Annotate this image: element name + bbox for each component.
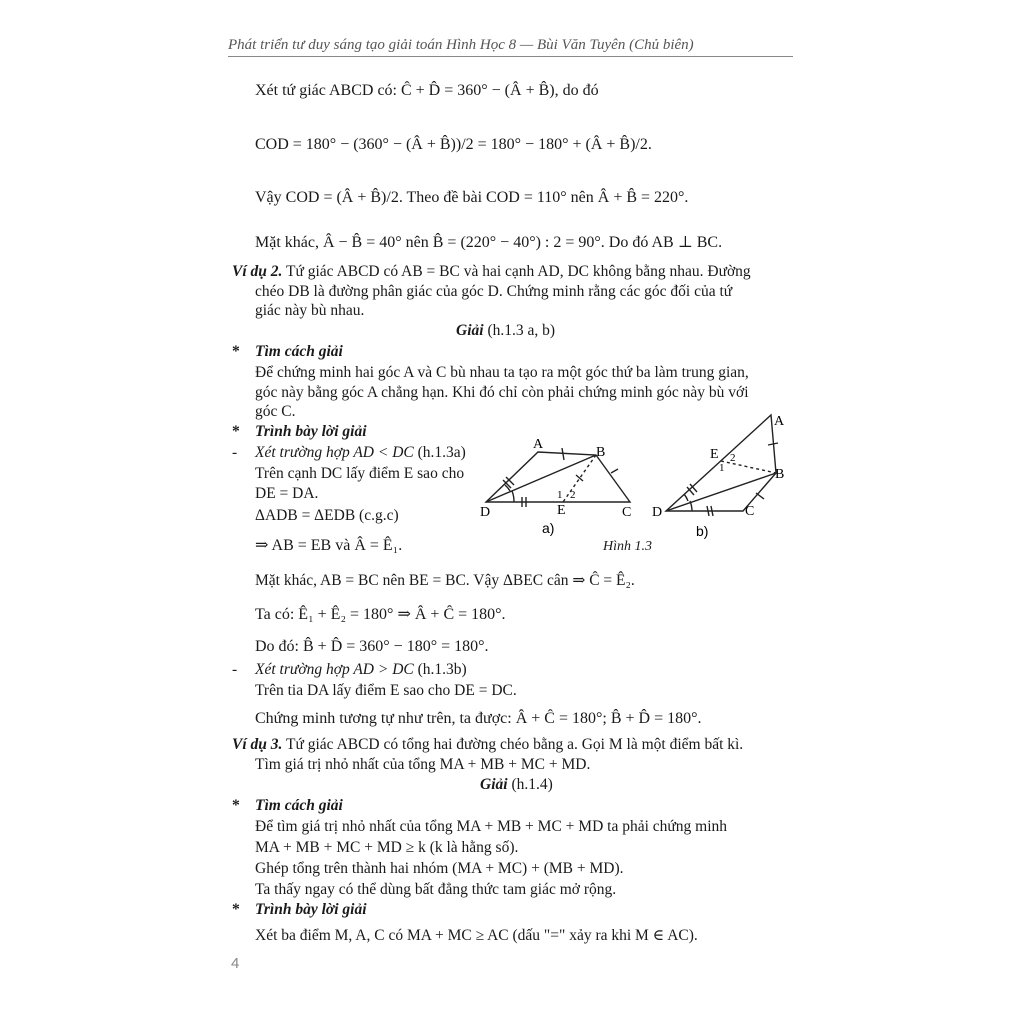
case-2-line-2: Chứng minh tương tự như trên, ta được: Â + Ĉ = 180°; B̂ + D̂ = 180°. [255,710,702,727]
line-02: COD = 180° − (360° − (Â + B̂))/2 = 180° − 180° + (Â + B̂)/2. [255,136,652,153]
header-rule [228,56,793,57]
dash-2: - [232,661,238,678]
approach-line-3: góc C. [255,403,296,420]
approach-line-1: Để chứng minh hai góc A và C bù nhau ta tạo ra một góc thứ ba làm trung gian, [255,364,749,381]
bullet-star-3: * [232,797,240,814]
case-1-line-1: Trên cạnh DC lấy điểm E sao cho [255,465,465,482]
section-approach-2: Tìm cách giải [255,797,343,814]
fig-a-label-C: C [622,505,632,520]
example-3-line-2: Tìm giá trị nhỏ nhất của tổng MA + MB + MC + MD. [255,756,591,773]
solution-heading-1: Giải (h.1.3 a, b) [456,322,556,339]
example-3-label: Ví dụ 3. [232,736,283,753]
case-1-line-7: Do đó: B̂ + D̂ = 360° − 180° = 180°. [255,638,489,655]
fig-b-label-A: A [774,414,785,429]
section-solution-1: Trình bày lời giải [255,423,367,440]
fig-a-label-B: B [596,445,606,460]
approach-2-line-3: Ghép tổng trên thành hai nhóm (MA + MC) + (MB + MD). [255,860,624,877]
fig-b-label-C: C [745,504,755,519]
bullet-star-1: * [232,343,240,360]
bullet-star-4: * [232,901,240,918]
solution-2-line-1: Xét ba điểm M, A, C có MA + MC ≥ AC (dấu "=" xảy ra khi M ∈ AC). [255,927,698,944]
running-header: Phát triển tư duy sáng tạo giải toán Hình Học 8 — Bùi Văn Tuyên (Chủ biên) [228,37,694,53]
line-01: Xét tứ giác ABCD có: Ĉ + D̂ = 360° − (Â + B̂), do đó [255,82,599,99]
case-1-line-3: ΔADB = ΔEDB (c.g.c) [255,507,399,524]
line-03: Vậy COD = (Â + B̂)/2. Theo đề bài COD = 110° nên Â + B̂ = 220°. [255,189,689,206]
case-1-line-4: ⇒ AB = EB và Â = Ê₁. [255,537,403,554]
fig-a-label-D: D [480,505,491,520]
approach-2-line-2: MA + MB + MC + MD ≥ k (k là hằng số). [255,839,519,856]
fig-a-label-E: E [557,503,566,518]
section-solution-2: Trình bày lời giải [255,901,367,918]
case-2-line-1: Trên tia DA lấy điểm E sao cho DE = DC. [255,682,517,699]
example-3-line-1: Ví dụ 3. Tứ giác ABCD có tổng hai đường chéo bằng a. Gọi M là một điểm bất kì. [232,736,744,753]
fig-a-angle-2: 2 [570,489,576,501]
approach-2-line-1: Để tìm giá trị nhỏ nhất của tổng MA + MB + MC + MD ta phải chứng minh [255,818,728,835]
case-1-line-6: Ta có: Ê₁ + Ê₂ = 180° ⇒ Â + Ĉ = 180°. [255,606,506,623]
case-1-heading: Xét trường hợp AD < DC (h.1.3a) [255,444,466,461]
case-1-line-5: Mặt khác, AB = BC nên BE = BC. Vậy ΔBEC cân ⇒ Ĉ = Ê₂. [255,572,635,589]
fig-b-sublabel: b) [696,523,709,539]
approach-line-2: góc này bằng góc A chẳng hạn. Khi đó chỉ còn phải chứng minh góc này bù với [255,384,749,401]
fig-b-label-B: B [775,467,785,482]
fig-b-label-E: E [710,447,719,462]
dash-1: - [232,444,238,461]
section-approach-1: Tìm cách giải [255,343,343,360]
fig-b-label-D: D [652,505,663,520]
bullet-star-2: * [232,423,240,440]
fig-a-sublabel: a) [542,520,555,536]
case-1-line-2: DE = DA. [255,485,319,502]
case-2-heading: Xét trường hợp AD > DC (h.1.3b) [255,661,467,678]
fig-b-angle-2: 2 [730,452,736,464]
example-2-label: Ví dụ 2. [232,263,283,280]
line-04: Mặt khác, Â − B̂ = 40° nên B̂ = (220° − 40°) : 2 = 90°. Do đó AB ⊥ BC. [255,234,723,251]
solution-heading-2: Giải (h.1.4) [480,776,553,793]
page-number: 4 [231,955,240,972]
fig-b-angle-1: 1 [719,462,725,474]
example-2-line-3: giác này bù nhau. [255,302,365,319]
figure-caption: Hình 1.3 [603,539,652,554]
example-2-line-2: chéo DB là đường phân giác của góc D. Chứng minh rằng các góc đối của tứ [255,283,733,300]
approach-2-line-4: Ta thấy ngay có thể dùng bất đẳng thức tam giác mở rộng. [255,881,617,898]
example-2-line-1: Ví dụ 2. Tứ giác ABCD có AB = BC và hai cạnh AD, DC không bằng nhau. Đường [232,263,751,280]
fig-a-angle-1: 1 [557,489,563,501]
fig-a-label-A: A [533,437,544,452]
